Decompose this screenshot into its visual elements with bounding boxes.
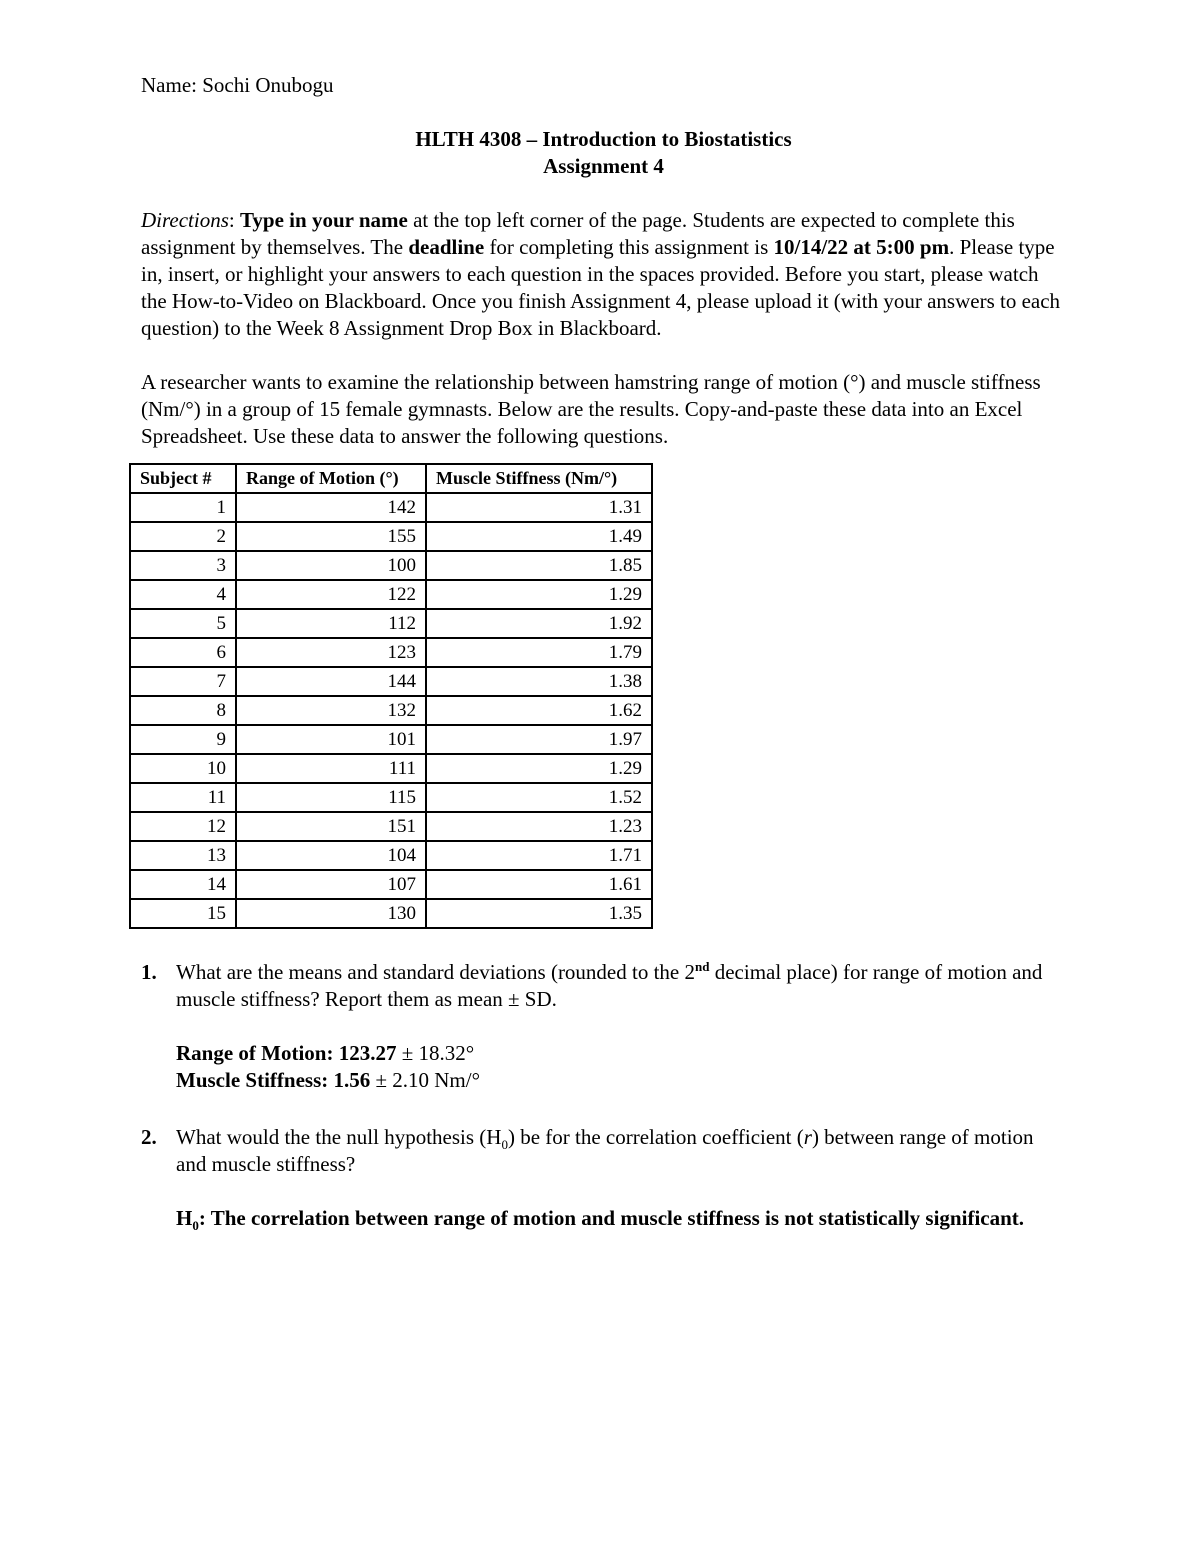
student-name: Sochi Onubogu	[202, 73, 334, 97]
cell-range-of-motion: 101	[236, 725, 426, 754]
name-label: Name:	[141, 73, 197, 97]
question-2	[141, 1124, 1066, 1232]
header-muscle-stiffness: Muscle Stiffness (Nm/°)	[426, 464, 652, 493]
table-row	[130, 696, 652, 725]
cell-range-of-motion: 100	[236, 551, 426, 580]
directions-label: Directions	[141, 208, 229, 232]
cell-subject: 4	[130, 580, 236, 609]
cell-range-of-motion: 107	[236, 870, 426, 899]
null-hypothesis-answer: $H_0$: The correlation between range of motion and muscle stiffness is not statistically significant.	[176, 1206, 1025, 1234]
question-1	[141, 959, 1066, 1094]
cell-muscle-stiffness: 1.35	[426, 899, 652, 928]
table-row	[130, 522, 652, 551]
cell-subject: 7	[130, 667, 236, 696]
cell-muscle-stiffness: 1.97	[426, 725, 652, 754]
document-page	[141, 72, 1066, 1232]
cell-range-of-motion: 132	[236, 696, 426, 725]
data-table	[129, 463, 653, 929]
student-name-line	[141, 72, 1066, 99]
cell-subject: 12	[130, 812, 236, 841]
directions-paragraph: Directions: Type in your name at the top left corner of the page. Students are expected to complete this assignment by themselves. The deadline for completing this assignment is 10/14/22 at 5:00 pm. Please type in, insert, or highlight your answers to each question in the spaces provided. Before you start, please watch the How-to-Video on Blackboard. Once you finish Assignment 4, please upload it (with your answers to each question) to the Week 8 Assignment Drop Box in Blackboard.	[141, 208, 1061, 340]
question-1-number: 1.	[141, 960, 157, 984]
directions-bold-name: Type in your name	[239, 208, 408, 232]
cell-muscle-stiffness: 1.85	[426, 551, 652, 580]
cell-subject: 8	[130, 696, 236, 725]
cell-muscle-stiffness: 1.71	[426, 841, 652, 870]
cell-muscle-stiffness: 1.49	[426, 522, 652, 551]
table-row	[130, 493, 652, 522]
cell-subject: 13	[130, 841, 236, 870]
cell-subject: 5	[130, 609, 236, 638]
cell-subject: 6	[130, 638, 236, 667]
cell-range-of-motion: 130	[236, 899, 426, 928]
table-row	[130, 783, 652, 812]
table-row	[130, 899, 652, 928]
cell-muscle-stiffness: 1.62	[426, 696, 652, 725]
cell-range-of-motion: 155	[236, 522, 426, 551]
table-row	[130, 638, 652, 667]
directions-bold-deadline: deadline	[408, 235, 485, 259]
cell-subject: 14	[130, 870, 236, 899]
cell-muscle-stiffness: 1.31	[426, 493, 652, 522]
assignment-title: Assignment 4	[543, 154, 664, 178]
table-row	[130, 667, 652, 696]
cell-subject: 10	[130, 754, 236, 783]
cell-range-of-motion: 115	[236, 783, 426, 812]
cell-subject: 11	[130, 783, 236, 812]
table-row	[130, 870, 652, 899]
cell-muscle-stiffness: 1.61	[426, 870, 652, 899]
cell-range-of-motion: 104	[236, 841, 426, 870]
cell-subject: 3	[130, 551, 236, 580]
question-1-text: What are the means and standard deviations (rounded to the 2nd decimal place) for range of motion and muscle stiffness? Report them as mean ± SD.	[176, 959, 1043, 1011]
question-2-number: 2.	[141, 1125, 157, 1149]
table-row	[130, 580, 652, 609]
table-row	[130, 841, 652, 870]
cell-subject: 2	[130, 522, 236, 551]
answer-range-of-motion: Range of Motion: 123.27 ± 18.32°	[176, 1041, 475, 1065]
question-2-text: What would the the null hypothesis $(H_0)$ be for the correlation coefficient (r) between range of motion and muscle stiffness?	[176, 1125, 1034, 1176]
table-row	[130, 725, 652, 754]
table-header-row	[130, 464, 652, 493]
header-subject: Subject #	[130, 464, 236, 493]
cell-subject: 1	[130, 493, 236, 522]
cell-subject: 15	[130, 899, 236, 928]
cell-range-of-motion: 123	[236, 638, 426, 667]
answer-muscle-stiffness: Muscle Stiffness: 1.56 ± 2.10 Nm/°	[176, 1068, 480, 1092]
table-row	[130, 812, 652, 841]
table-row	[130, 551, 652, 580]
question-1-answer	[176, 1040, 1066, 1094]
intro-paragraph: A researcher wants to examine the relationship between hamstring range of motion (°) and muscle stiffness (Nm/°) in a group of 15 female gymnasts. Below are the results. Copy-and-paste these data into an Excel Spreadsheet. Use these data to answer the following questions.	[141, 370, 1041, 448]
cell-range-of-motion: 111	[236, 754, 426, 783]
cell-muscle-stiffness: 1.23	[426, 812, 652, 841]
cell-subject: 9	[130, 725, 236, 754]
deadline-date: 10/14/22 at 5:00 pm	[773, 235, 950, 259]
cell-muscle-stiffness: 1.29	[426, 580, 652, 609]
cell-muscle-stiffness: 1.29	[426, 754, 652, 783]
cell-muscle-stiffness: 1.38	[426, 667, 652, 696]
table-row	[130, 609, 652, 638]
header-range-of-motion: Range of Motion (°)	[236, 464, 426, 493]
cell-range-of-motion: 151	[236, 812, 426, 841]
cell-range-of-motion: 112	[236, 609, 426, 638]
cell-muscle-stiffness: 1.79	[426, 638, 652, 667]
cell-range-of-motion: 122	[236, 580, 426, 609]
cell-range-of-motion: 142	[236, 493, 426, 522]
cell-muscle-stiffness: 1.52	[426, 783, 652, 812]
question-2-answer	[176, 1205, 1066, 1232]
cell-range-of-motion: 144	[236, 667, 426, 696]
course-title: HLTH 4308 – Introduction to Biostatistics	[415, 127, 792, 151]
cell-muscle-stiffness: 1.92	[426, 609, 652, 638]
table-row	[130, 754, 652, 783]
